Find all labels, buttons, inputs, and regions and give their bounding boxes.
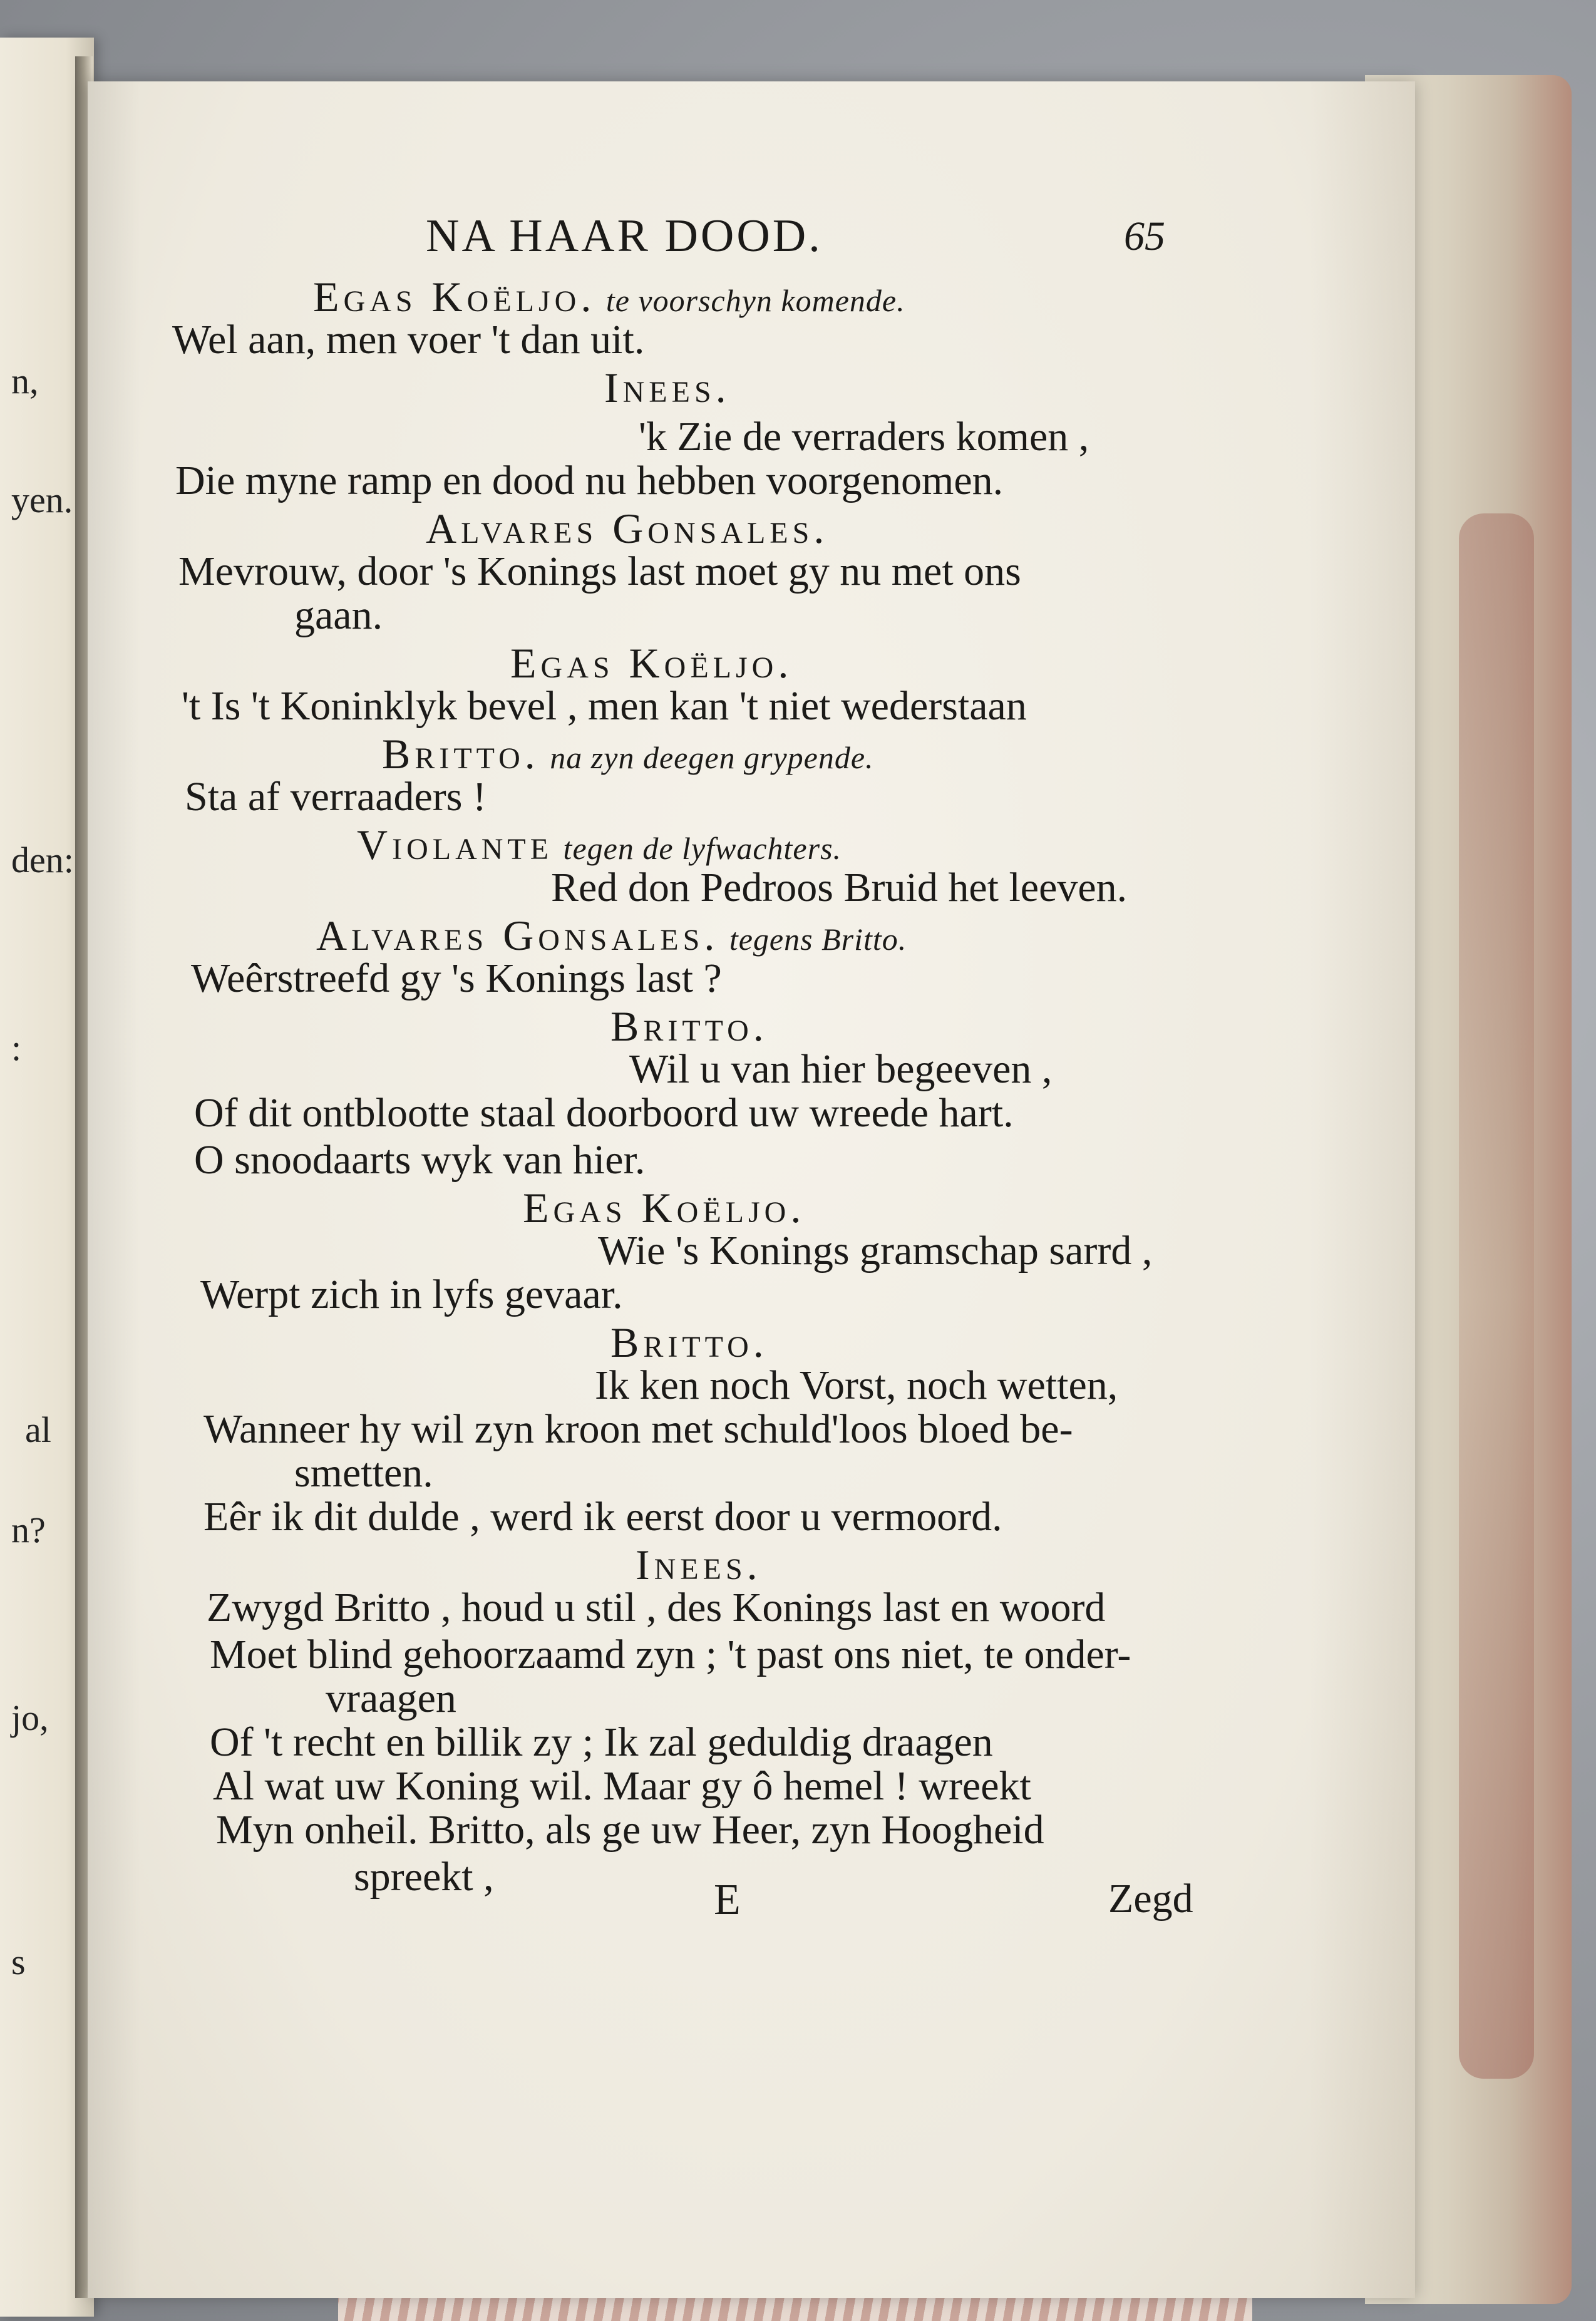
verse-line: Wil u van hier begeeven ,	[629, 1046, 1053, 1092]
verse-line: Ik ken noch Vorst, noch wetten,	[595, 1362, 1118, 1408]
verse-line: spreekt ,	[354, 1854, 494, 1900]
signature-mark: E	[714, 1876, 741, 1924]
verse-line: Weêrstreefd gy 's Konings last ?	[191, 955, 722, 1001]
verse-line: smetten.	[294, 1450, 433, 1496]
speaker-name: Britto.	[610, 1319, 768, 1366]
stage-direction: tegen de lyfwachters.	[563, 831, 842, 866]
left-page-fragment: n,	[11, 361, 39, 401]
speaker-name: Alvares Gonsales.	[316, 912, 719, 959]
verse-line: Of dit ontblootte staal doorboord uw wreede hart.	[194, 1090, 1014, 1136]
speaker-name: Egas Koëljo.	[313, 273, 596, 321]
speaker-name: Egas Koëljo.	[523, 1184, 806, 1232]
left-page-fragment: jo,	[11, 1697, 49, 1738]
speaker-name: Britto.	[382, 730, 540, 778]
left-page-fragment: n?	[11, 1510, 46, 1550]
speaker-name: Alvares Gonsales.	[426, 505, 829, 552]
speaker-name: Egas Koëljo.	[510, 639, 793, 687]
page-number: 65	[1124, 214, 1165, 259]
stage-direction: tegens Britto.	[729, 922, 907, 957]
verse-line: 't Is 't Koninklyk bevel , men kan 't niet wederstaan	[182, 683, 1027, 729]
speaker-line	[357, 823, 842, 867]
edge-stain	[1459, 513, 1534, 2079]
verse-line: gaan.	[294, 592, 383, 638]
catchword: Zegd	[1108, 1876, 1193, 1922]
verse-line: Wie 's Konings gramschap sarrd ,	[598, 1228, 1153, 1274]
left-page-fragment: s	[11, 1942, 26, 1982]
speaker-name: Britto.	[610, 1002, 768, 1050]
verse-line: Werpt zich in lyfs gevaar.	[200, 1272, 623, 1317]
verse-line: Myn onheil. Britto, als ge uw Heer, zyn Hoogheid	[216, 1807, 1044, 1853]
verse-line: Sta af verraaders !	[185, 774, 487, 820]
verse-line: Eêr ik dit dulde , werd ik eerst door u vermoord.	[203, 1494, 1002, 1540]
verse-line: O snoodaarts wyk van hier.	[194, 1137, 646, 1183]
verse-line: Al wat uw Koning wil. Maar gy ô hemel ! wreekt	[213, 1763, 1031, 1809]
speaker-line	[382, 730, 874, 778]
verse-line: vraagen	[326, 1675, 456, 1721]
verse-line: 'k Zie de verraders komen ,	[639, 414, 1089, 460]
speaker-name: Inees.	[604, 364, 731, 411]
verse-line: Die myne ramp en dood nu hebben voorgenomen.	[175, 458, 1004, 503]
verse-line: Mevrouw, door 's Konings last moet gy nu met ons	[178, 548, 1021, 594]
verse-line: Red don Pedroos Bruid het leeven.	[551, 865, 1128, 910]
stage-direction: na zyn deegen grypende.	[550, 740, 874, 775]
verse-line: Of 't recht en billik zy ; Ik zal geduldig draagen	[210, 1719, 993, 1765]
left-page-fragment: :	[11, 1027, 22, 1068]
verse-line: Zwygd Britto , houd u stil , des Konings last en woord	[207, 1585, 1106, 1630]
left-page-fragment: yen.	[11, 480, 73, 520]
stage-direction: te voorschyn komende.	[605, 283, 905, 318]
left-page-fragment: den:	[11, 840, 74, 880]
speaker-line	[313, 275, 905, 319]
verse-line: Wel aan, men voer 't dan uit.	[172, 317, 645, 363]
verse-line: Wanneer hy wil zyn kroon met schuld'loos bloed be-	[203, 1406, 1073, 1452]
speaker-name: Violante	[357, 821, 553, 868]
left-page-fragment: al	[25, 1409, 51, 1450]
speaker-name: Inees.	[636, 1541, 762, 1588]
running-title: NA HAAR DOOD.	[426, 210, 823, 262]
speaker-line	[316, 914, 907, 957]
verse-line: Moet blind gehoorzaamd zyn ; 't past ons niet, te onder-	[210, 1632, 1131, 1677]
